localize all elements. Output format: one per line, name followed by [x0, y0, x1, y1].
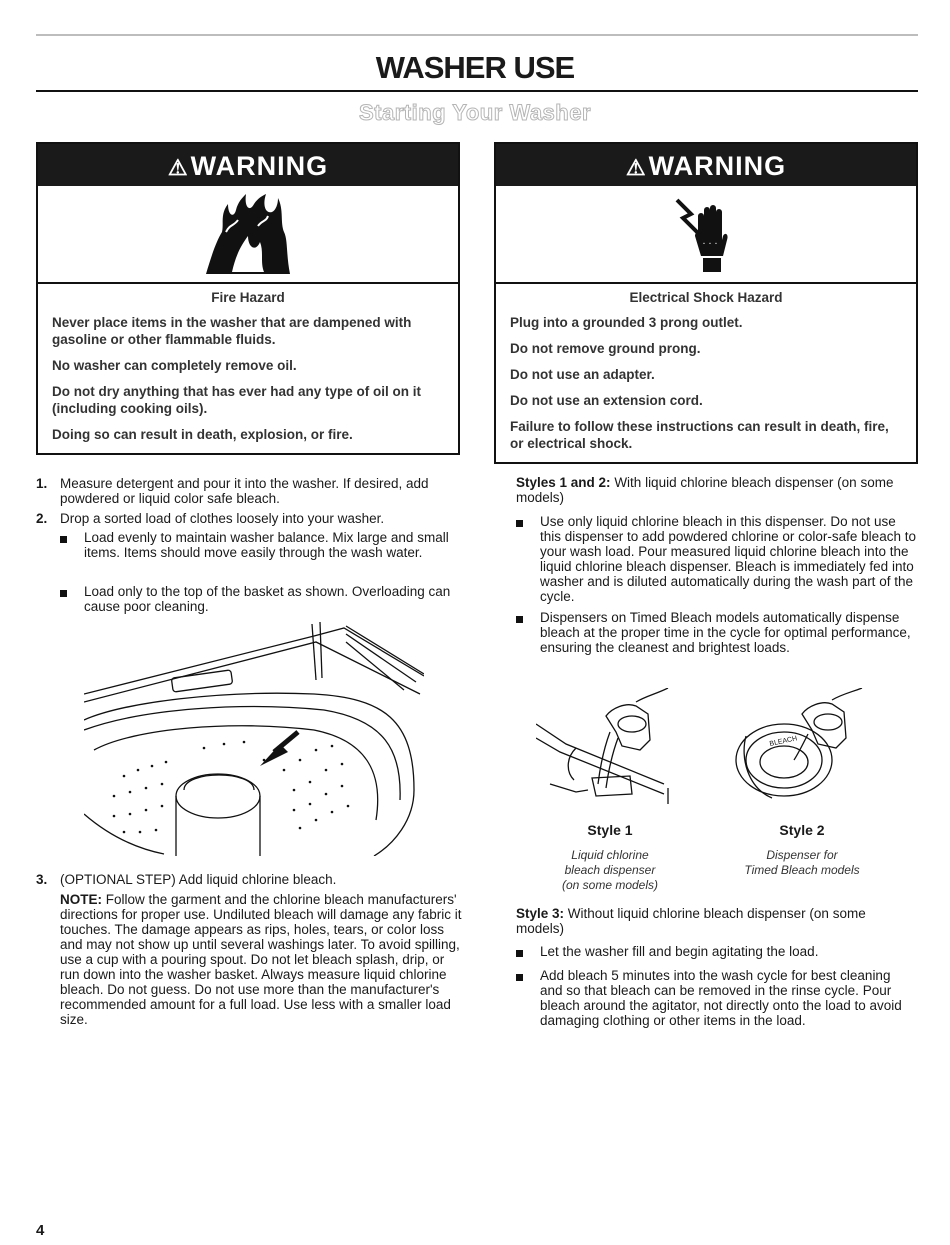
step-text: (OPTIONAL STEP) Add liquid chlorine bleach.	[60, 872, 337, 887]
section-subtitle: Starting Your Washer	[358, 100, 592, 125]
style2-title: Style 2	[779, 822, 825, 838]
page-title: WASHER USE	[375, 50, 575, 85]
bullet-text: Load only to the top of the basket as shown. Overloading can cause poor cleaning.	[84, 584, 451, 614]
bullet-text: Add bleach 5 minutes into the wash cycle for best cleaning and so that bleach can be removed in the rinse cycle. Pour bleach around the agitator, not directly onto the load to avoid damaging clothing or other items in the load.	[540, 968, 902, 1028]
bullet-text: Use only liquid chlorine bleach in this dispenser. Do not use this dispenser to add powdered chlorine or color-safe bleach to your wash load. Pour measured liquid chlorine bleach into the liquid chlorine bleach dispenser. Bleach is immediately fed into washer and is diluted automatically during the wash part of the cycle.	[540, 514, 916, 604]
bullet	[516, 520, 523, 527]
caption-line: (on some models)	[561, 878, 659, 892]
style1-dispenser-illustration	[536, 688, 676, 810]
hazard-title: Electrical Shock Hazard	[629, 290, 783, 305]
bullet	[516, 950, 523, 957]
styles12-label: Styles 1 and 2:	[516, 475, 611, 490]
warning-line: Do not use an extension cord.	[510, 393, 703, 408]
washer-basket-illustration	[84, 620, 424, 856]
style1-title: Style 1	[587, 822, 633, 838]
step-number: 2.	[36, 511, 48, 526]
warning-header	[38, 144, 458, 186]
top-rule	[36, 34, 918, 36]
style3-paragraph	[516, 906, 914, 936]
warning-body	[38, 284, 458, 453]
warning-triangle-icon: ⚠	[167, 155, 189, 180]
fire-warning-box	[36, 142, 460, 455]
caption-line: Timed Bleach models	[744, 863, 860, 877]
step-number: 1.	[36, 476, 48, 491]
fire-icon	[38, 186, 458, 284]
note-label: NOTE:	[60, 892, 102, 907]
bullet	[516, 616, 523, 623]
bullet	[60, 590, 67, 597]
style3-text: Without liquid chlorine bleach dispenser (on some models)	[516, 906, 866, 936]
shock-warning-box	[494, 142, 918, 464]
caption-line: bleach dispenser	[564, 863, 656, 877]
warning-line: Do not remove ground prong.	[510, 341, 701, 356]
bullet-text: Load evenly to maintain washer balance. Mix large and small items. Items should move easily through the wash water.	[84, 530, 449, 560]
step-text: Drop a sorted load of clothes loosely into your washer.	[60, 511, 385, 526]
note-paragraph	[60, 892, 462, 1027]
styles12-paragraph	[516, 475, 914, 505]
warning-line: Do not dry anything that has ever had any type of oil on it (including cooking oils).	[52, 384, 422, 416]
page-number: 4	[36, 1222, 45, 1239]
warning-line: Do not use an adapter.	[510, 367, 655, 382]
dispenser-label: BLEACH	[768, 735, 798, 748]
styles12-text: With liquid chlorine bleach dispenser (on some models)	[516, 475, 894, 505]
style2-dispenser-illustration	[732, 688, 872, 810]
electrical-shock-icon	[496, 186, 916, 284]
bullet-text: Dispensers on Timed Bleach models automatically dispense bleach at the proper time in the cycle for optimal performance, ensuring the cleanest and brightest loads.	[540, 610, 911, 655]
warning-line: Plug into a grounded 3 prong outlet.	[510, 315, 743, 330]
warning-triangle-icon: ⚠	[625, 155, 647, 180]
warning-heading: WARNING	[190, 151, 329, 181]
bullet-text: Let the washer fill and begin agitating the load.	[540, 944, 819, 959]
step-number: 3.	[36, 872, 48, 887]
title-rule	[36, 90, 918, 92]
caption-line: Dispenser for	[766, 848, 838, 862]
warning-line: No washer can completely remove oil.	[52, 358, 297, 373]
warning-line: Failure to follow these instructions can result in death, fire, or electrical shock.	[510, 419, 889, 451]
warning-body	[496, 284, 916, 462]
warning-line: Never place items in the washer that are dampened with gasoline or other flammable fluids.	[52, 315, 412, 347]
bullet	[516, 974, 523, 981]
warning-heading: WARNING	[648, 151, 787, 181]
bullet	[60, 536, 67, 543]
note-text: Follow the garment and the chlorine bleach manufacturers' directions for proper use. Undiluted bleach will damage any fabric it touches. The damage appears as rips, holes, tears, or color loss and may not show up until several washings later. To avoid spilling, use a cup with a pouring spout. Do not let bleach splash, drip, or run down into the washer basket. Always measure liquid chlorine bleach. Do not guess. Do not use more than the manufacturer's recommended amount for a full load. Use less with a smaller load size.	[60, 892, 462, 1027]
caption-line: Liquid chlorine	[571, 848, 649, 862]
style1-caption	[530, 848, 690, 893]
style3-label: Style 3:	[516, 906, 565, 921]
style2-caption	[722, 848, 882, 878]
warning-line: Doing so can result in death, explosion, or fire.	[52, 427, 353, 442]
step-text: Measure detergent and pour it into the washer. If desired, add powdered or liquid color safe bleach.	[60, 476, 429, 506]
warning-header	[496, 144, 916, 186]
hazard-title: Fire Hazard	[211, 290, 285, 305]
